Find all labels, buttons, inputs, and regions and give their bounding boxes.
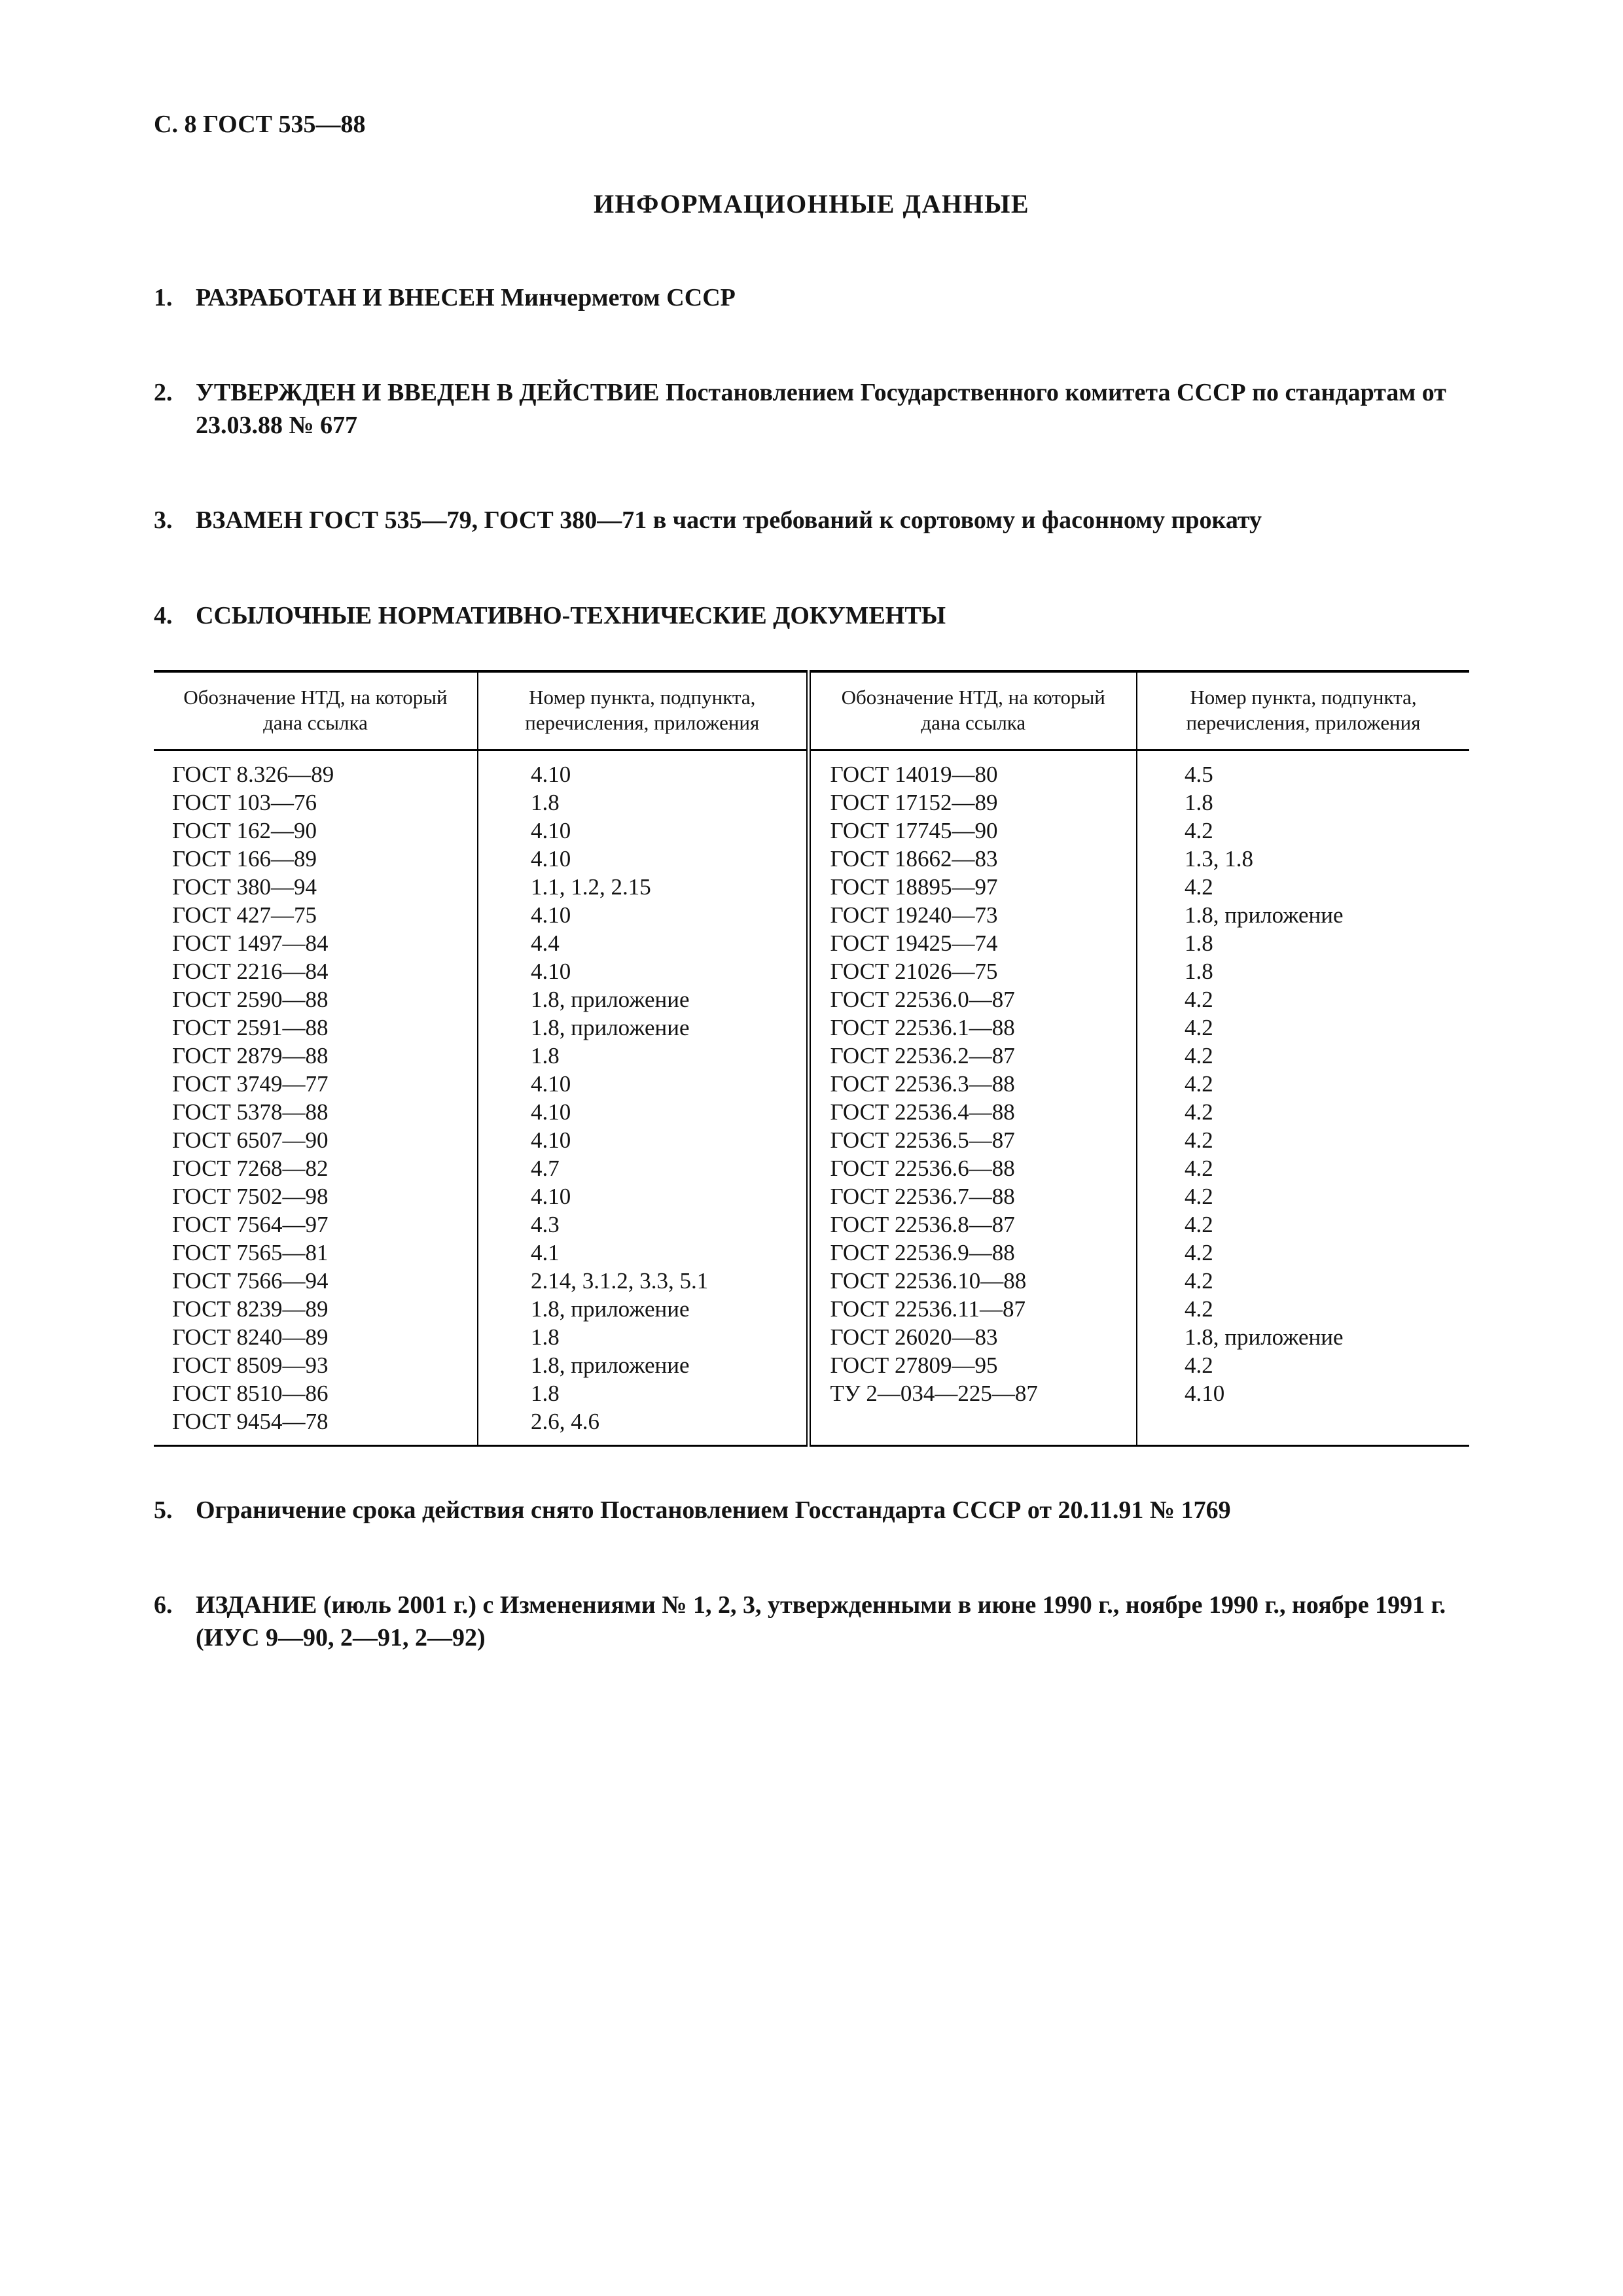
item-text: Ограничение срока действия снято Постановлением Госстандарта СССР от 20.11.91 № 1769 <box>196 1496 1231 1525</box>
ntd-designation-cell: ГОСТ 162—90 <box>154 817 478 845</box>
ref-number-cell: 4.2 <box>1185 1127 1213 1154</box>
column-header-ref-right: Номер пункта, подпункта, перечисления, приложения <box>1137 671 1469 751</box>
ref-number-cell: 1.8 <box>478 1042 808 1070</box>
ref-number-cell: 1.8, приложение <box>478 1351 808 1379</box>
table-row <box>154 1098 1469 1126</box>
ntd-designation-cell: ГОСТ 19425—74 <box>808 929 1137 957</box>
ref-number-cell: 4.10 <box>478 1070 808 1098</box>
table-row <box>154 1014 1469 1042</box>
ref-number-cell: 4.5 <box>1185 762 1213 788</box>
column-header-ntd-left: Обозначение НТД, на который дана ссылка <box>154 671 478 751</box>
ref-number-cell: 4.10 <box>478 817 808 845</box>
ntd-designation-cell: ГОСТ 22536.4—88 <box>808 1098 1137 1126</box>
ref-number-cell: 4.2 <box>1185 1071 1213 1097</box>
page-header: С. 8 ГОСТ 535—88 <box>154 111 366 138</box>
item-text: ИЗДАНИЕ (июль 2001 г.) с Изменениями № 1, 2, 3, утвержденными в июне 1990 г., ноябре 1990 г., ноябре 1991 г. (ИУС 9—90, 2—91, 2—92) <box>196 1591 1446 1652</box>
ntd-designation-cell: ГОСТ 22536.1—88 <box>808 1014 1137 1042</box>
ntd-designation-cell: ГОСТ 3749—77 <box>154 1070 478 1098</box>
ntd-designation-cell: ГОСТ 2591—88 <box>154 1014 478 1042</box>
ntd-designation-cell: ГОСТ 2590—88 <box>154 985 478 1014</box>
ref-number-cell: 4.10 <box>478 901 808 929</box>
item-text: ССЫЛОЧНЫЕ НОРМАТИВНО-ТЕХНИЧЕСКИЕ ДОКУМЕНТЫ <box>196 601 946 629</box>
table-row <box>154 901 1469 929</box>
table-row <box>154 1182 1469 1210</box>
ntd-designation-cell: ГОСТ 14019—80 <box>808 751 1137 789</box>
ref-number-cell: 4.2 <box>1185 874 1213 900</box>
item-4-reference-docs-heading <box>154 599 1469 632</box>
table-row <box>154 788 1469 817</box>
ref-number-cell: 4.10 <box>478 1098 808 1126</box>
ntd-designation-cell: ТУ 2—034—225—87 <box>808 1379 1137 1407</box>
ntd-designation-cell: ГОСТ 8.326—89 <box>154 751 478 789</box>
ref-number-cell: 4.2 <box>1185 1184 1213 1210</box>
table-row <box>154 929 1469 957</box>
ref-number-cell: 1.8, приложение <box>1185 1324 1344 1351</box>
ref-number-cell: 1.3, 1.8 <box>1185 846 1253 872</box>
item-text: УТВЕРЖДЕН И ВВЕДЕН В ДЕЙСТВИЕ Постановлением Государственного комитета СССР по стандартам от 23.03.88 № 677 <box>196 379 1446 440</box>
ref-number-cell: 1.1, 1.2, 2.15 <box>478 873 808 901</box>
table-row <box>154 1295 1469 1323</box>
item-number: 1. <box>154 284 173 311</box>
table-row <box>154 1070 1469 1098</box>
ref-number-cell: 4.2 <box>1185 1099 1213 1125</box>
table-row <box>154 1407 1469 1446</box>
ntd-designation-cell: ГОСТ 22536.3—88 <box>808 1070 1137 1098</box>
ref-number-cell: 4.10 <box>478 1126 808 1154</box>
ref-number-cell: 1.8 <box>478 1323 808 1351</box>
ntd-designation-cell: ГОСТ 22536.0—87 <box>808 985 1137 1014</box>
table-row <box>154 1126 1469 1154</box>
ref-number-cell: 4.2 <box>1185 987 1213 1013</box>
table-row <box>154 751 1469 789</box>
ref-number-cell: 4.2 <box>1185 1156 1213 1182</box>
item-number: 5. <box>154 1496 173 1525</box>
item-2-approved <box>154 376 1469 442</box>
table-row <box>154 1351 1469 1379</box>
ntd-designation-cell: ГОСТ 8240—89 <box>154 1323 478 1351</box>
ntd-designation-cell: ГОСТ 5378—88 <box>154 1098 478 1126</box>
ntd-designation-cell: ГОСТ 7565—81 <box>154 1239 478 1267</box>
column-header-ntd-right: Обозначение НТД, на который дана ссылка <box>808 671 1137 751</box>
ref-number-cell: 4.7 <box>478 1154 808 1182</box>
ref-number-cell: 4.2 <box>1185 1212 1213 1238</box>
ref-number-cell <box>1137 1407 1469 1446</box>
table-row <box>154 1323 1469 1351</box>
ref-number-cell: 1.8 <box>1185 930 1213 957</box>
ntd-designation-cell: ГОСТ 22536.10—88 <box>808 1267 1137 1295</box>
ntd-designation-cell: ГОСТ 166—89 <box>154 845 478 873</box>
ntd-designation-cell: ГОСТ 26020—83 <box>808 1323 1137 1351</box>
ntd-designation-cell: ГОСТ 8510—86 <box>154 1379 478 1407</box>
ref-number-cell: 4.2 <box>1185 1296 1213 1322</box>
item-number: 3. <box>154 506 173 535</box>
ntd-designation-cell: ГОСТ 103—76 <box>154 788 478 817</box>
references-table-header <box>154 671 1469 751</box>
item-1-developed <box>154 281 1469 314</box>
ref-number-cell: 1.8, приложение <box>478 1014 808 1042</box>
ntd-designation-cell: ГОСТ 427—75 <box>154 901 478 929</box>
ref-number-cell: 2.6, 4.6 <box>478 1407 808 1446</box>
ref-number-cell: 4.2 <box>1185 1268 1213 1294</box>
ntd-designation-cell: ГОСТ 9454—78 <box>154 1407 478 1446</box>
table-row <box>154 1267 1469 1295</box>
table-row <box>154 985 1469 1014</box>
ref-number-cell: 4.3 <box>478 1210 808 1239</box>
ref-number-cell: 4.10 <box>478 957 808 985</box>
ref-number-cell: 4.2 <box>1185 818 1213 844</box>
table-row <box>154 1210 1469 1239</box>
ntd-designation-cell: ГОСТ 2216—84 <box>154 957 478 985</box>
ref-number-cell: 4.1 <box>478 1239 808 1267</box>
ntd-designation-cell: ГОСТ 7566—94 <box>154 1267 478 1295</box>
document-title: ИНФОРМАЦИОННЫЕ ДАННЫЕ <box>593 189 1030 219</box>
ntd-designation-cell: ГОСТ 7564—97 <box>154 1210 478 1239</box>
ntd-designation-cell: ГОСТ 22536.2—87 <box>808 1042 1137 1070</box>
ntd-designation-cell: ГОСТ 22536.5—87 <box>808 1126 1137 1154</box>
table-row <box>154 1379 1469 1407</box>
ntd-designation-cell: ГОСТ 17745—90 <box>808 817 1137 845</box>
item-text: ВЗАМЕН ГОСТ 535—79, ГОСТ 380—71 в части требований к сортовому и фасонному прокату <box>196 506 1262 535</box>
item-5-limitation-removed <box>154 1494 1469 1527</box>
item-text: РАЗРАБОТАН И ВНЕСЕН Минчерметом СССР <box>196 284 736 311</box>
references-table <box>154 670 1469 1447</box>
ref-number-cell: 1.8, приложение <box>478 1295 808 1323</box>
ref-number-cell: 2.14, 3.1.2, 3.3, 5.1 <box>478 1267 808 1295</box>
ntd-designation-cell: ГОСТ 22536.8—87 <box>808 1210 1137 1239</box>
ntd-designation-cell: ГОСТ 21026—75 <box>808 957 1137 985</box>
ref-number-cell: 1.8 <box>1185 790 1213 816</box>
ntd-designation-cell: ГОСТ 1497—84 <box>154 929 478 957</box>
ref-number-cell: 1.8 <box>478 1379 808 1407</box>
table-row <box>154 957 1469 985</box>
ntd-designation-cell: ГОСТ 22536.11—87 <box>808 1295 1137 1323</box>
ref-number-cell: 1.8 <box>478 788 808 817</box>
ntd-designation-cell: ГОСТ 8239—89 <box>154 1295 478 1323</box>
ntd-designation-cell: ГОСТ 18895—97 <box>808 873 1137 901</box>
ntd-designation-cell: ГОСТ 8509—93 <box>154 1351 478 1379</box>
ref-number-cell: 4.10 <box>478 1182 808 1210</box>
ref-number-cell: 1.8, приложение <box>478 985 808 1014</box>
ref-number-cell: 1.8 <box>1185 959 1213 985</box>
item-6-edition <box>154 1589 1469 1654</box>
ntd-designation-cell: ГОСТ 18662—83 <box>808 845 1137 873</box>
ntd-designation-cell: ГОСТ 27809—95 <box>808 1351 1137 1379</box>
item-number: 4. <box>154 601 173 629</box>
ntd-designation-cell: ГОСТ 22536.7—88 <box>808 1182 1137 1210</box>
item-number: 2. <box>154 379 173 407</box>
table-header-row <box>154 671 1469 751</box>
ntd-designation-cell: ГОСТ 19240—73 <box>808 901 1137 929</box>
ntd-designation-cell: ГОСТ 17152—89 <box>808 788 1137 817</box>
item-3-replaces <box>154 504 1469 537</box>
table-row <box>154 873 1469 901</box>
ntd-designation-cell: ГОСТ 22536.6—88 <box>808 1154 1137 1182</box>
table-row <box>154 1154 1469 1182</box>
ntd-designation-cell: ГОСТ 2879—88 <box>154 1042 478 1070</box>
ntd-designation-cell: ГОСТ 7502—98 <box>154 1182 478 1210</box>
ntd-designation-cell <box>808 1407 1137 1446</box>
ntd-designation-cell: ГОСТ 7268—82 <box>154 1154 478 1182</box>
ref-number-cell: 4.2 <box>1185 1015 1213 1041</box>
ref-number-cell: 4.2 <box>1185 1352 1213 1379</box>
table-row <box>154 845 1469 873</box>
ntd-designation-cell: ГОСТ 22536.9—88 <box>808 1239 1137 1267</box>
table-row <box>154 1042 1469 1070</box>
ref-number-cell: 4.2 <box>1185 1043 1213 1069</box>
table-row <box>154 1239 1469 1267</box>
ref-number-cell: 4.2 <box>1185 1240 1213 1266</box>
ref-number-cell: 1.8, приложение <box>1185 902 1344 928</box>
item-number: 6. <box>154 1591 173 1619</box>
references-table-body <box>154 751 1469 1446</box>
ntd-designation-cell: ГОСТ 380—94 <box>154 873 478 901</box>
ref-number-cell: 4.4 <box>478 929 808 957</box>
ref-number-cell: 4.10 <box>478 845 808 873</box>
ref-number-cell: 4.10 <box>1185 1381 1225 1407</box>
ref-number-cell: 4.10 <box>478 751 808 789</box>
column-header-ref-left: Номер пункта, подпункта, перечисления, приложения <box>478 671 808 751</box>
ntd-designation-cell: ГОСТ 6507—90 <box>154 1126 478 1154</box>
table-row <box>154 817 1469 845</box>
